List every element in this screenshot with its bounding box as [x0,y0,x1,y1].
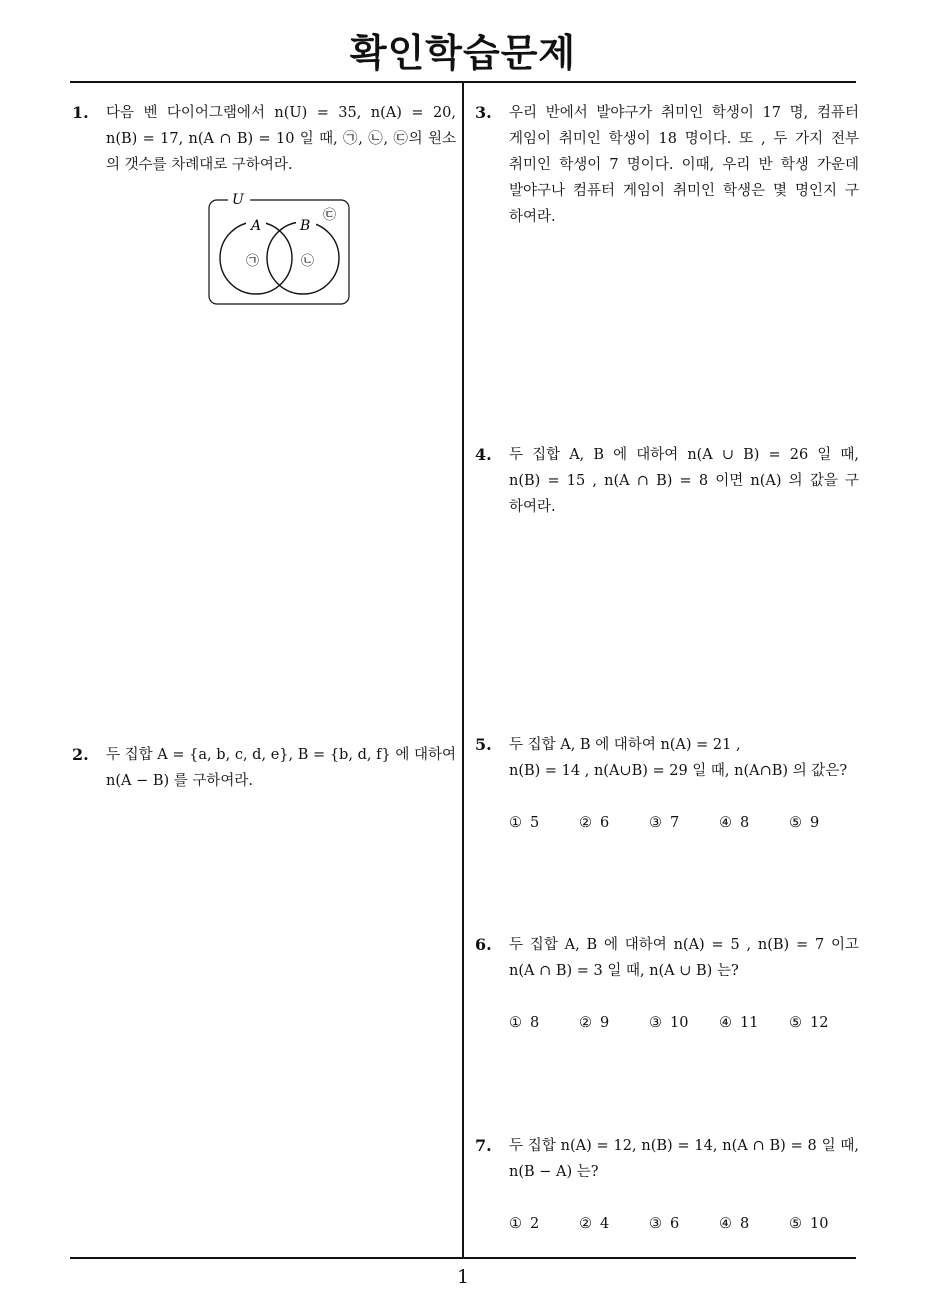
set-b-label: B [300,218,311,234]
choice-3[interactable]: ③ 7 [649,815,680,831]
problem-text-line: n(B − A) 는? [509,1164,599,1180]
region-3-label: ㉢ [323,208,337,223]
problem-text-line: 하여라. [509,499,556,515]
choice-2[interactable]: ② 4 [579,1216,610,1232]
problem-text-line: 두 집합 n(A) = 12, n(B) = 14, n(A ∩ B) = 8 일 때, [509,1138,859,1154]
choice-1[interactable]: ① 5 [509,815,540,831]
problem-text-line: 하여라. [509,209,556,225]
bottom-rule [70,1257,856,1259]
set-a-label: A [251,218,262,234]
answer-choices [509,1010,859,1036]
page-title: 확인학습문제 [349,31,577,75]
choice-1[interactable]: ① 8 [509,1015,540,1031]
choice-1[interactable]: ① 2 [509,1216,540,1232]
choice-2[interactable]: ② 9 [579,1015,610,1031]
problem-text-line: 게임이 취미인 학생이 18 명이다. 또 , 두 가지 전부 [509,131,859,147]
problem-text-line: 우리 반에서 발야구가 취미인 학생이 17 명, 컴퓨터 [509,105,859,121]
problem-text-line: n(A − B) 를 구하여라. [106,773,254,789]
problem-text-line: n(B) = 14 , n(A∪B) = 29 일 때, n(A∩B) 의 값은? [509,763,848,779]
problem-number: 6. [475,935,492,954]
region-2-label: ㉡ [301,254,315,269]
choice-4[interactable]: ④ 8 [719,815,750,831]
answer-choices [509,1211,859,1237]
choice-5[interactable]: ⑤ 12 [789,1015,829,1031]
answer-choices [509,810,859,836]
choice-3[interactable]: ③ 6 [649,1216,680,1232]
column-divider [462,82,464,1258]
page-number: 1 [456,1266,470,1288]
problem-number: 4. [475,445,492,464]
problem-text-line: 두 집합 A = {a, b, c, d, e}, B = {b, d, f} 에 대하여 [106,747,456,763]
problem-text-line: n(B) = 15 , n(A ∩ B) = 8 이면 n(A) 의 값을 구 [509,473,859,489]
problem-text-line: n(B) = 17, n(A ∩ B) = 10 일 때, ㉠, ㉡, ㉢의 원소 [106,131,456,147]
problem-number: 5. [475,735,492,754]
problem-text-line: 다음 벤 다이어그램에서 n(U) = 35, n(A) = 20, [106,105,456,121]
universe-label: U [232,192,244,208]
problem-text-line: 의 갯수를 차례대로 구하여라. [106,157,293,173]
problem-text-line: 두 집합 A, B 에 대하여 n(A) = 5 , n(B) = 7 이고 [509,937,859,953]
problem-text-line: 취미인 학생이 7 명이다. 이때, 우리 반 학생 가운데 [509,157,859,173]
region-1-label: ㉠ [246,254,260,269]
problem-number: 2. [72,745,89,764]
problem-number: 3. [475,103,492,122]
problem-text-line: n(A ∩ B) = 3 일 때, n(A ∪ B) 는? [509,963,739,979]
problem-number: 7. [475,1136,492,1155]
choice-3[interactable]: ③ 10 [649,1015,689,1031]
choice-5[interactable]: ⑤ 9 [789,815,820,831]
choice-5[interactable]: ⑤ 10 [789,1216,829,1232]
choice-4[interactable]: ④ 8 [719,1216,750,1232]
problem-number: 1. [72,103,89,122]
choice-2[interactable]: ② 6 [579,815,610,831]
problem-text-line: 발야구나 컴퓨터 게임이 취미인 학생은 몇 명인지 구 [509,183,859,199]
problem-text-line: 두 집합 A, B 에 대하여 n(A ∪ B) = 26 일 때, [509,447,859,463]
problem-text-line: 두 집합 A, B 에 대하여 n(A) = 21 , [509,737,741,753]
venn-diagram [206,190,354,308]
choice-4[interactable]: ④ 11 [719,1015,759,1031]
